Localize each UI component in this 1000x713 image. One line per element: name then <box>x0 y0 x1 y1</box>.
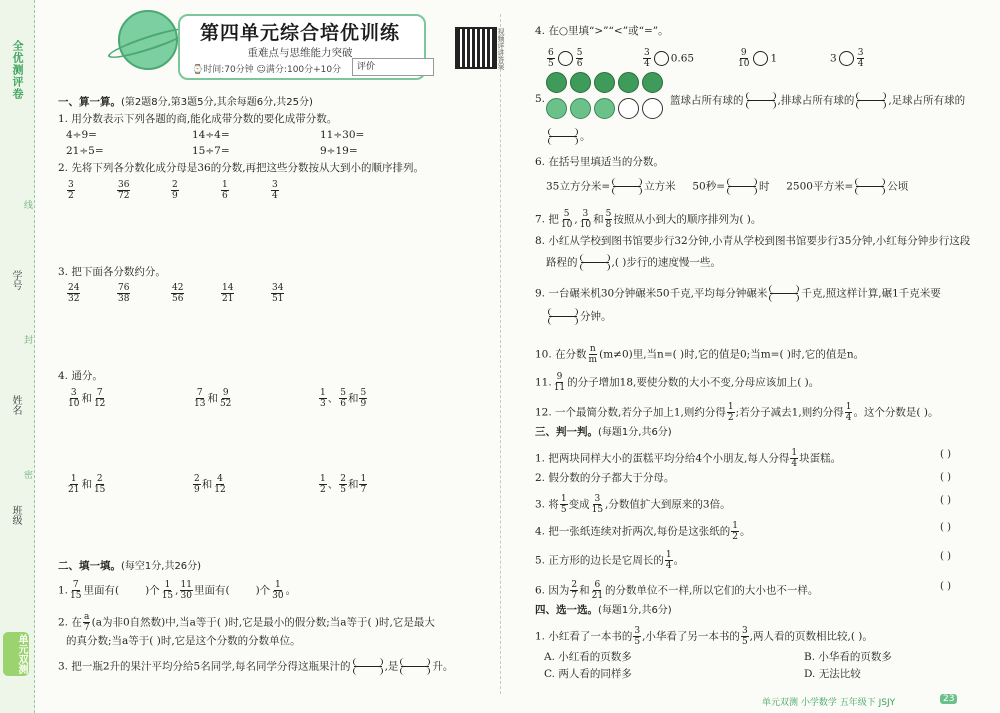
page-title: 第四单元综合培优训练 <box>199 22 400 44</box>
q1-item: 9÷19= <box>320 145 358 157</box>
r5-text: 篮球占所有球的 ,排球占所有球的 ,足球占所有球的 <box>670 92 965 109</box>
basketball-icon <box>618 72 639 93</box>
r9-line2: 分钟。 <box>546 308 612 325</box>
r7: 7. 把 $\frac{5}{10}$ , $\frac{3}{10}$ 和 $\frac{5}{8}$ 按照从小到大的顺序排列为( )。 <box>535 209 762 230</box>
volleyball-icon <box>594 98 615 119</box>
judge-answer-paren[interactable]: ( ) <box>940 472 951 483</box>
judge-answer-paren[interactable]: ( ) <box>940 522 951 533</box>
volleyball-icon <box>546 98 567 119</box>
r6-text: 6. 在括号里填适当的分数。 <box>535 156 664 168</box>
compare-circle[interactable] <box>558 51 573 66</box>
q2-fraction: $\frac{1}{6}$ <box>222 180 228 201</box>
section-heading-choose: 四、选一选。(每题1分,共6分) <box>535 604 672 616</box>
q1-item: 11÷30= <box>320 129 365 141</box>
fill-q3: 3. 把一瓶2升的果汁平均分给5名同学,每名同学分得这瓶果汁的 ,是 升。 <box>58 658 453 675</box>
compare-circle[interactable] <box>839 51 854 66</box>
q2-fraction: $\frac{36}{72}$ <box>118 180 130 201</box>
compare-item: $\frac{3}{4}$ 0.65 <box>644 48 695 69</box>
qr-code-icon[interactable] <box>455 27 497 69</box>
q4-pair: $\frac{1}{21}$ 和 $\frac{2}{15}$ <box>68 474 106 495</box>
judge-answer-paren[interactable]: ( ) <box>940 581 951 592</box>
basketball-icon <box>546 72 567 93</box>
basketball-icon <box>570 72 591 93</box>
q3-text: 3. 把下面各分数约分。 <box>58 266 166 278</box>
q4-triple: $\frac{1}{3}$ 、 $\frac{5}{6}$ 和 $\frac{5}{9}$ <box>320 388 367 409</box>
q3-fraction: $\frac{34}{51}$ <box>272 283 284 304</box>
r11: 11. $\frac{9}{11}$ 的分子增加18,要使分数的大小不变,分母应该加上( )。 <box>535 372 820 393</box>
series-logo: 单元双测 <box>3 632 29 676</box>
r12: 12. 一个最简分数,若分子加上1,则约分得 $\frac{1}{2}$ ;若分子减去1,则约分得 $\frac{1}{4}$ 。这个分数是( )。 <box>535 402 939 423</box>
basketball-icon <box>594 72 615 93</box>
page-number: 23 <box>940 694 957 704</box>
q1-item: 14÷4= <box>192 129 230 141</box>
binding-sidebar <box>0 0 35 713</box>
judge-item: 5. 正方形的边长是它周长的 $\frac{1}{4}$ 。 <box>535 550 685 571</box>
brand-label: 全优测评卷 <box>11 40 24 100</box>
q2-fraction: $\frac{3}{4}$ <box>272 180 278 201</box>
section-heading-judge: 三、判一判。(每题1分,共6分) <box>535 426 672 438</box>
choice-q1: 1. 小红看了一本书的 $\frac{3}{5}$ ,小华看了另一本书的 $\frac{3}{5}$ ,两人看的页数相比较,( )。 <box>535 626 873 647</box>
choice-option-b[interactable]: B. 小华看的页数多 <box>804 651 892 663</box>
fill-q2-line2: 的真分数;当a等于( )时,它是这个分数的分数单位。 <box>66 635 301 647</box>
r8-line2: 路程的 ,( )步行的速度慢一些。 <box>546 254 721 271</box>
judge-answer-paren[interactable]: ( ) <box>940 449 951 460</box>
choice-option-d[interactable]: D. 无法比较 <box>804 668 861 680</box>
section-heading-fill: 二、填一填。(每空1分,共26分) <box>58 560 202 572</box>
compare-circle[interactable] <box>753 51 768 66</box>
seal-line-label: 线 <box>22 200 32 209</box>
soccer-ball-icon <box>618 98 639 119</box>
r4-text: 4. 在○里填“>”“<”或“=”。 <box>535 25 669 37</box>
q2-fraction: $\frac{3}{2}$ <box>68 180 74 201</box>
judge-item: 4. 把一张纸连续对折两次,每份是这张纸的 $\frac{1}{2}$ 。 <box>535 521 751 542</box>
judge-item: 3. 将 $\frac{1}{5}$ 变成 $\frac{3}{15}$ ,分数值扩大到原来的3倍。 <box>535 494 731 515</box>
q1-item: 4÷9= <box>66 129 97 141</box>
q4-pair: $\frac{7}{13}$ 和 $\frac{9}{52}$ <box>194 388 232 409</box>
field-class: 班级 <box>10 505 21 525</box>
qr-label: 视频详讲答案 <box>497 28 505 70</box>
judge-item: 6. 因为 $\frac{2}{7}$ 和 $\frac{6}{21}$ 的分数单位不一样,所以它们的大小也不一样。 <box>535 580 819 601</box>
r5-num: 5. <box>535 93 546 105</box>
fill-q2-line1: 2. 在 $\frac{a}{7}$ (a为非0自然数)中,当a等于( )时,它是最小的假分数;当a等于( )时,它是最大 <box>58 612 435 633</box>
field-student-id: 学号 <box>10 270 21 290</box>
q4-pair: $\frac{2}{9}$ 和 $\frac{4}{12}$ <box>194 474 226 495</box>
planet-illustration <box>118 10 178 70</box>
q2-text: 2. 先将下列各分数化成分母是36的分数,再把这些分数按从大到小的顺序排列。 <box>58 162 425 174</box>
basketball-icon <box>642 72 663 93</box>
judge-answer-paren[interactable]: ( ) <box>940 495 951 506</box>
q3-fraction: $\frac{24}{32}$ <box>68 283 80 304</box>
compare-item: $\frac{9}{10}$ 1 <box>738 48 778 69</box>
r8-line1: 8. 小红从学校到图书馆要步行32分钟,小青从学校到图书馆要步行35分钟,小红每分钟步行这段 <box>535 235 971 247</box>
compare-circle[interactable] <box>654 51 669 66</box>
footer-text: 单元双测 小学数学 五年级下 JSJY <box>762 698 896 708</box>
compare-item: 3 $\frac{3}{4}$ <box>830 48 864 69</box>
r9-line1: 9. 一台碾米机30分钟碾米50千克,平均每分钟碾米 千克,照这样计算,碾1千克米要 <box>535 285 941 302</box>
grade-box: 评价 <box>352 58 434 76</box>
choice-option-c[interactable]: C. 两人看的同样多 <box>544 668 632 680</box>
page-subtitle: 重难点与思维能力突破 <box>247 47 353 59</box>
judge-item: 2. 假分数的分子都大于分母。 <box>535 472 675 484</box>
q1-item: 21÷5= <box>66 145 104 157</box>
q3-fraction: $\frac{76}{38}$ <box>118 283 130 304</box>
r5-end: 。 <box>546 128 591 145</box>
field-name: 姓名 <box>10 395 21 415</box>
time-score-meta: ⌚时间:70分钟 ☺满分:100分+10分 <box>192 65 342 75</box>
r6-items: 35立方分米= 立方米 50秒= 时 2500平方米= 公顷 <box>546 178 908 195</box>
r10: 10. 在分数 $\frac{n}{m}$ (m≠0)里,当n=( )时,它的值是0;当m=( )时,它的值是n。 <box>535 344 865 365</box>
soccer-ball-icon <box>642 98 663 119</box>
q3-fraction: $\frac{14}{21}$ <box>222 283 234 304</box>
q4-pair: $\frac{3}{10}$ 和 $\frac{7}{12}$ <box>68 388 106 409</box>
q1-item: 15÷7= <box>192 145 230 157</box>
fill-q1: 1. $\frac{7}{15}$ 里面有( )个 $\frac{1}{15}$ , $\frac{11}{30}$ 里面有( )个 $\frac{1}{30}$ 。 <box>58 580 297 601</box>
q4-triple: $\frac{1}{2}$ 、 $\frac{2}{5}$ 和 $\frac{1}{7}$ <box>320 474 367 495</box>
column-divider <box>500 14 501 694</box>
q3-fraction: $\frac{42}{56}$ <box>172 283 184 304</box>
volleyball-icon <box>570 98 591 119</box>
seal-secret-label: 密 <box>22 470 32 479</box>
q1-text: 1. 用分数表示下列各题的商,能化成带分数的要化成带分数。 <box>58 113 338 125</box>
judge-item: 1. 把两块同样大小的蛋糕平均分给4个小朋友,每人分得 $\frac{1}{4}$ 块蛋糕。 <box>535 448 842 469</box>
section-heading-calc: 一、算一算。(第2题8分,第3题5分,其余每题6分,共25分) <box>58 96 313 108</box>
judge-answer-paren[interactable]: ( ) <box>940 551 951 562</box>
q2-fraction: $\frac{2}{9}$ <box>172 180 178 201</box>
seal-seal-label: 封 <box>22 335 32 344</box>
compare-item: $\frac{6}{5}$ $\frac{5}{6}$ <box>548 48 583 69</box>
choice-option-a[interactable]: A. 小红看的页数多 <box>544 651 632 663</box>
q4-text: 4. 通分。 <box>58 370 103 382</box>
